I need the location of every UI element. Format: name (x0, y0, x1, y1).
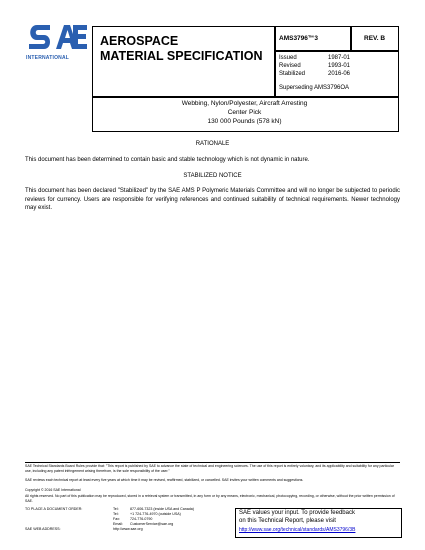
rationale-text: This document has been determined to contain basic and stable technology which is not dynamic in nature. (25, 157, 310, 163)
footer-divider (25, 462, 400, 463)
revision: REV. B (364, 35, 386, 42)
superseding-note: Superseding AMS3796OA (279, 85, 350, 91)
tel2-value: +1 724-776-4970 (outside USA) (130, 512, 181, 516)
logo-subtitle: INTERNATIONAL (26, 55, 70, 61)
email-value[interactable]: CustomerService@sae.org (130, 522, 174, 526)
footer-rules-text: SAE Technical Standards Board Rules provide that: "This report is published by SAE to advance the state of technical and engineering sciences. The use of this report is entirely voluntary, and its applicability and suitability for any particular use, including any patent infringement arising therefrom, is the sole responsibility of the user." (25, 464, 394, 473)
document-type-title (100, 34, 263, 64)
tel1-value: 877-606-7323 (inside USA and Canada) (130, 507, 194, 511)
title-line-2: MATERIAL SPECIFICATION (100, 49, 263, 63)
stabilized-label: Stabilized (279, 71, 306, 77)
stabilized-notice-text: This document has been declared "Stabilized" by the SAE AMS P Polymeric Materials Committee and will no longer be subjected to periodic reviews for currency. Users are responsible for verifying references and continued suitability of technical requirements. Newer technology may exist. (25, 188, 400, 211)
email-label: Email: (113, 522, 123, 526)
feedback-link[interactable]: http://www.sae.org/technical/standards/AMS3796/3B (239, 527, 356, 533)
title-line-1: AEROSPACE (100, 34, 179, 48)
feedback-line-1: SAE values your input. To provide feedback (239, 510, 355, 516)
web-label: SAE WEB ADDRESS: (25, 527, 61, 531)
issued-label: Issued (279, 55, 297, 61)
spec-title-line-3: 130 000 Pounds (578 kN) (207, 118, 282, 125)
revised-label: Revised (279, 63, 301, 69)
footer-copyright: Copyright © 2016 SAE International (25, 488, 81, 492)
tel1-label: Tel: (113, 507, 119, 511)
stabilized-notice-heading: STABILIZED NOTICE (183, 173, 242, 179)
doc-code: AMS3796™3 (279, 35, 319, 42)
rationale-heading: RATIONALE (195, 141, 230, 147)
tel2-label: Tel: (113, 512, 119, 516)
footer-rights-text: All rights reserved. No part of this publication may be reproduced, stored in a retrieval system or transmitted, in any form or by any means, electronic, mechanical, photocopying, recording, or otherwise, without the prior written permission of SAE. (25, 494, 395, 503)
feedback-line-2: on this Technical Report, please visit (239, 518, 336, 524)
fax-label: Fax: (113, 517, 120, 521)
issued-value: 1987-01 (328, 55, 351, 61)
fax-value: 724-776-0790 (130, 517, 153, 521)
spec-title-line-2: Center Pick (227, 109, 262, 116)
revised-value: 1993-01 (328, 63, 351, 69)
spec-title-line-1: Webbing, Nylon/Polyester, Aircraft Arresting (181, 100, 308, 107)
footer-review-text: SAE reviews each technical report at least every five years at which time it may be revised, reaffirmed, stabilized, or cancelled. SAE invites your written comments and suggestions. (25, 478, 304, 482)
web-value[interactable]: http://www.sae.org (113, 527, 143, 531)
stabilized-value: 2016-06 (328, 71, 351, 77)
order-label: TO PLACE A DOCUMENT ORDER: (25, 507, 83, 511)
